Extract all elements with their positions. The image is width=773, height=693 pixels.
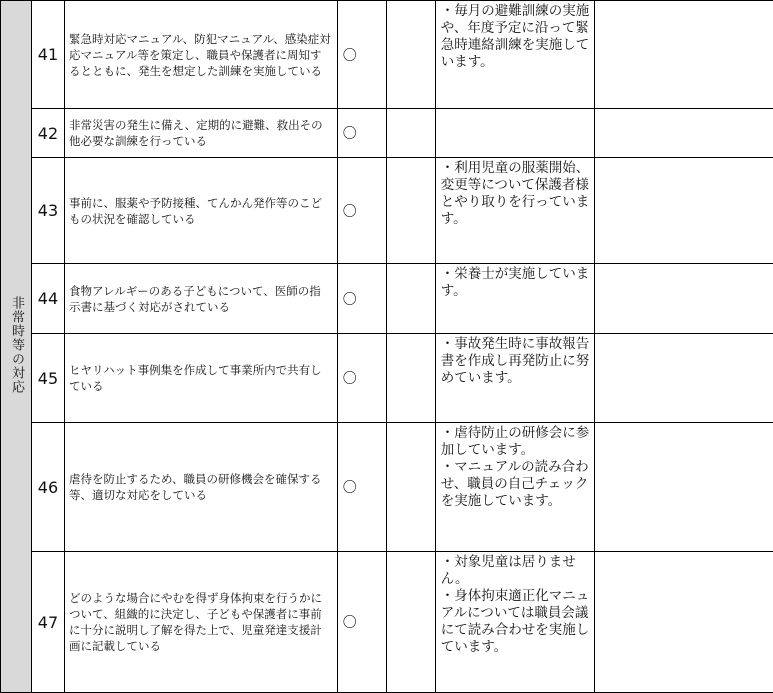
row-number: 45	[31, 334, 64, 423]
row-item-text: 非常災害の発生に備え、定期的に避難、救出その他必要な訓練を行っている	[64, 109, 337, 158]
row-note	[435, 158, 594, 264]
row-mark-yes: 〇	[337, 1, 386, 109]
row-improvement	[594, 1, 773, 109]
row-item-text: 食物アレルギーのある子どもについて、医師の指示書に基づく対応がされている	[64, 264, 337, 334]
row-improvement	[594, 158, 773, 264]
row-mark-yes: 〇	[337, 109, 386, 158]
table-row	[1, 264, 773, 334]
table-row	[1, 1, 773, 109]
row-number: 47	[31, 552, 64, 693]
row-note	[435, 1, 594, 109]
row-improvement	[594, 109, 773, 158]
row-item-text: どのような場合にやむを得ず身体拘束を行うかについて、組織的に決定し、子どもや保護者に事前に十分に説明し了解を得た上で、児童発達支援計画に記載している	[64, 552, 337, 693]
row-mark-no	[386, 109, 435, 158]
row-note	[435, 552, 594, 693]
table-row	[1, 158, 773, 264]
row-improvement	[594, 552, 773, 693]
row-improvement	[594, 264, 773, 334]
row-note	[435, 109, 594, 158]
row-note-line: ・事故発生時に事故報告書を作成し再発防止に努めています。	[440, 336, 590, 386]
table-row	[1, 109, 773, 158]
table-row	[1, 552, 773, 693]
row-mark-no	[386, 1, 435, 109]
row-mark-no	[386, 334, 435, 423]
row-mark-yes: 〇	[337, 423, 386, 552]
row-mark-no	[386, 423, 435, 552]
row-item-text: 緊急時対応マニュアル、防犯マニュアル、感染症対応マニュアル等を策定し、職員や保護者に周知するとともに、発生を想定した訓練を実施している	[64, 1, 337, 109]
category-cell	[1, 1, 32, 693]
row-note-line: ・毎月の避難訓練の実施や、年度予定に沿って緊急時連絡訓練を実施しています。	[440, 3, 590, 70]
row-mark-yes: 〇	[337, 264, 386, 334]
row-mark-no	[386, 158, 435, 264]
row-mark-yes: 〇	[337, 334, 386, 423]
row-note-line: ・利用児童の服薬開始、変更等について保護者様とやり取りを行っています。	[440, 160, 590, 227]
row-note-line: ・栄養士が実施しています。	[440, 266, 590, 299]
row-note	[435, 264, 594, 334]
row-item-text: ヒヤリハット事例集を作成して事業所内で共有している	[64, 334, 337, 423]
row-number: 41	[31, 1, 64, 109]
category-label: 非常時等の対応	[8, 295, 24, 394]
row-note-line: ・身体拘束適正化マニュアルについては職員会議にて読み合わせを実施しています。	[440, 588, 590, 655]
row-note	[435, 423, 594, 552]
row-mark-yes: 〇	[337, 158, 386, 264]
row-note-line: ・虐待防止の研修会に参加しています。	[440, 425, 590, 458]
table-row	[1, 334, 773, 423]
row-mark-no	[386, 552, 435, 693]
row-item-text: 虐待を防止するため、職員の研修機会を確保する等、適切な対応をしている	[64, 423, 337, 552]
row-note-line: ・対象児童は居りません。	[440, 554, 576, 587]
table-row	[1, 423, 773, 552]
row-item-text: 事前に、服薬や予防接種、てんかん発作等のこどもの状況を確認している	[64, 158, 337, 264]
row-number: 42	[31, 109, 64, 158]
row-number: 43	[31, 158, 64, 264]
row-note	[435, 334, 594, 423]
row-improvement	[594, 334, 773, 423]
row-mark-no	[386, 264, 435, 334]
row-number: 44	[31, 264, 64, 334]
row-improvement	[594, 423, 773, 552]
row-note-line: ・マニュアルの読み合わせ、職員の自己チェックを実施しています。	[440, 459, 589, 509]
row-number: 46	[31, 423, 64, 552]
row-mark-yes: 〇	[337, 552, 386, 693]
